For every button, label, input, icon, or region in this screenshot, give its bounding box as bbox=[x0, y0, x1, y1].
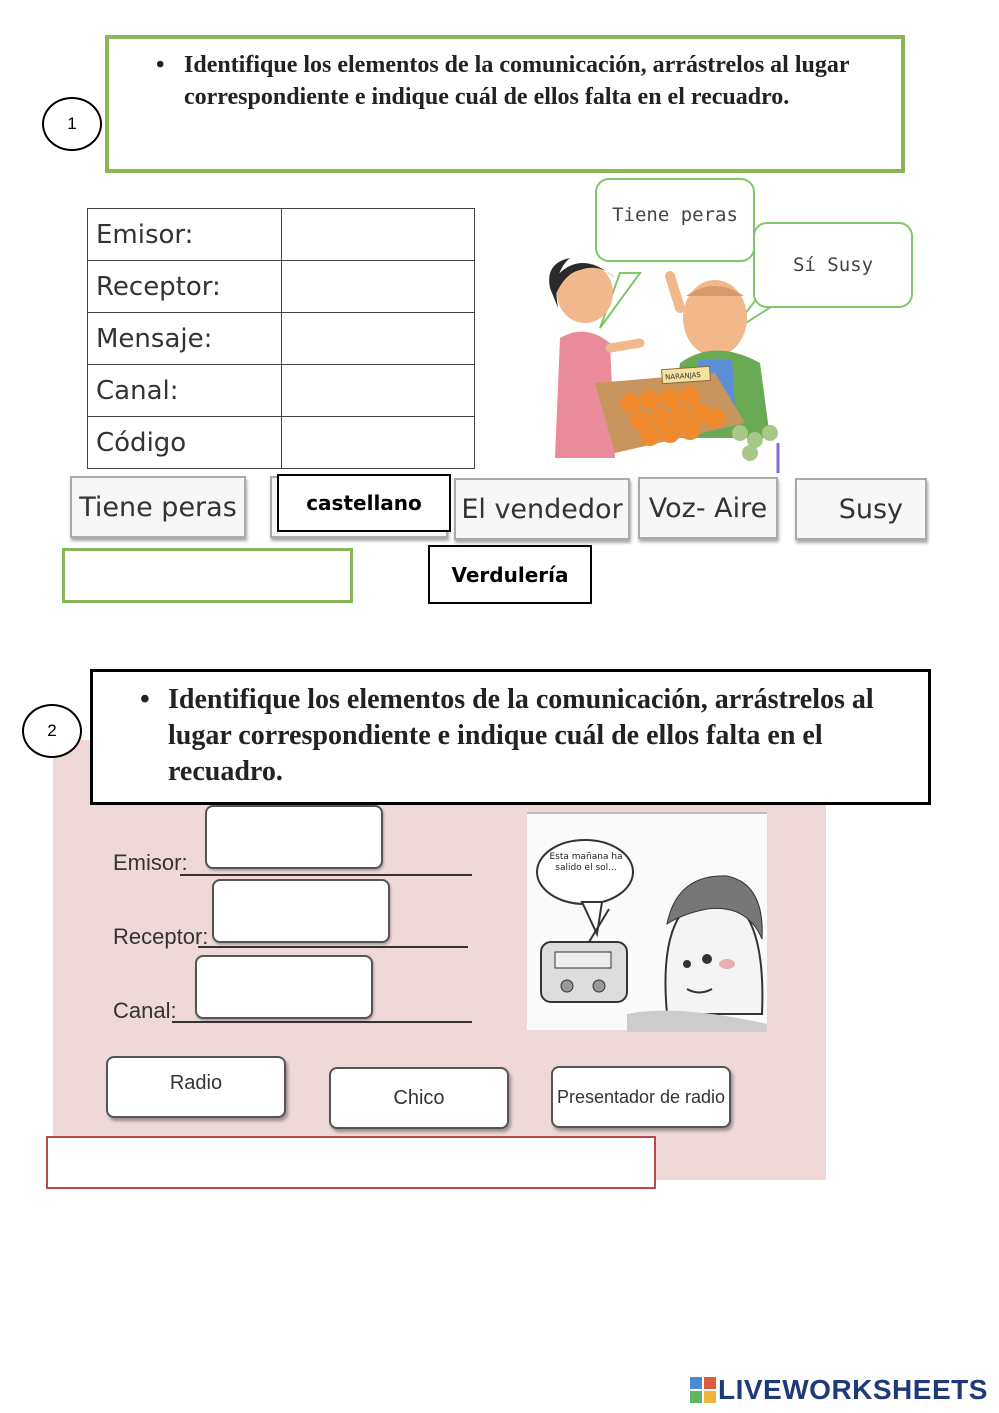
answer-line bbox=[172, 1021, 472, 1023]
crate-label: NARANJAS bbox=[664, 370, 702, 382]
table-row bbox=[88, 261, 475, 313]
row-label: Receptor: bbox=[88, 261, 282, 313]
label-receptor: Receptor: bbox=[113, 924, 209, 949]
draggable-chip-chico[interactable]: Chico bbox=[329, 1067, 509, 1129]
drop-cell-emisor[interactable] bbox=[282, 209, 475, 261]
instruction-text: • Identifique los elementos de la comunicación, arrástrelos al lugar correspondiente e indique cuál de ellos falta en el recuadro. bbox=[168, 682, 918, 790]
draggable-chip-el-vendedor[interactable]: El vendedor bbox=[454, 478, 630, 540]
table-row bbox=[88, 313, 475, 365]
draggable-chip-susy[interactable]: Susy bbox=[795, 478, 927, 540]
drop-box-canal[interactable] bbox=[195, 955, 373, 1019]
instruction-box bbox=[105, 35, 905, 173]
radio-boy-illustration bbox=[527, 812, 767, 1030]
table-row bbox=[88, 417, 475, 469]
row-label: Mensaje: bbox=[88, 313, 282, 365]
logo-grid-icon bbox=[690, 1377, 716, 1403]
answer-line bbox=[180, 874, 472, 876]
draggable-chip-radio[interactable]: Radio bbox=[106, 1056, 286, 1118]
question-number-badge: 1 bbox=[42, 97, 102, 151]
label-canal: Canal: bbox=[113, 998, 177, 1023]
drop-cell-codigo[interactable] bbox=[282, 417, 475, 469]
drop-box-receptor[interactable] bbox=[212, 879, 390, 943]
label-emisor: Emisor: bbox=[113, 850, 188, 875]
drop-box-emisor[interactable] bbox=[205, 805, 383, 869]
instruction-text: • Identifique los elementos de la comunicación, arrástrelos al lugar correspondiente e indique cuál de ellos falta en el recuadro. bbox=[184, 49, 884, 113]
row-label: Código bbox=[88, 417, 282, 469]
row-label: Canal: bbox=[88, 365, 282, 417]
drop-cell-receptor[interactable] bbox=[282, 261, 475, 313]
brand-name: LIVEWORKSHEETS bbox=[718, 1374, 988, 1405]
drop-cell-canal[interactable] bbox=[282, 365, 475, 417]
speech-bubble-woman: Tiene peras bbox=[595, 178, 755, 262]
row-label: Emisor: bbox=[88, 209, 282, 261]
draggable-chip-tiene-peras[interactable]: Tiene peras bbox=[70, 476, 246, 538]
question-number-badge: 2 bbox=[22, 704, 82, 758]
draggable-chip-verduleria[interactable]: Verdulería bbox=[428, 545, 592, 604]
draggable-chip-presentador[interactable]: Presentador de radio bbox=[551, 1066, 731, 1128]
communication-table bbox=[87, 208, 475, 469]
answer-line bbox=[198, 946, 468, 948]
speech-text: Esta mañana ha salido el sol... bbox=[549, 852, 623, 873]
drop-cell-mensaje[interactable] bbox=[282, 313, 475, 365]
speech-bubble-vendor: Sí Susy bbox=[753, 222, 913, 308]
instruction-box-2 bbox=[90, 669, 931, 805]
missing-element-answer-box-2[interactable] bbox=[46, 1136, 656, 1189]
table-row bbox=[88, 209, 475, 261]
draggable-chip-voz-aire[interactable]: Voz- Aire bbox=[638, 477, 778, 539]
draggable-chip-castellano[interactable]: castellano bbox=[277, 474, 451, 532]
table-row bbox=[88, 365, 475, 417]
missing-element-answer-box[interactable] bbox=[62, 548, 353, 603]
liveworksheets-logo bbox=[690, 1373, 988, 1407]
